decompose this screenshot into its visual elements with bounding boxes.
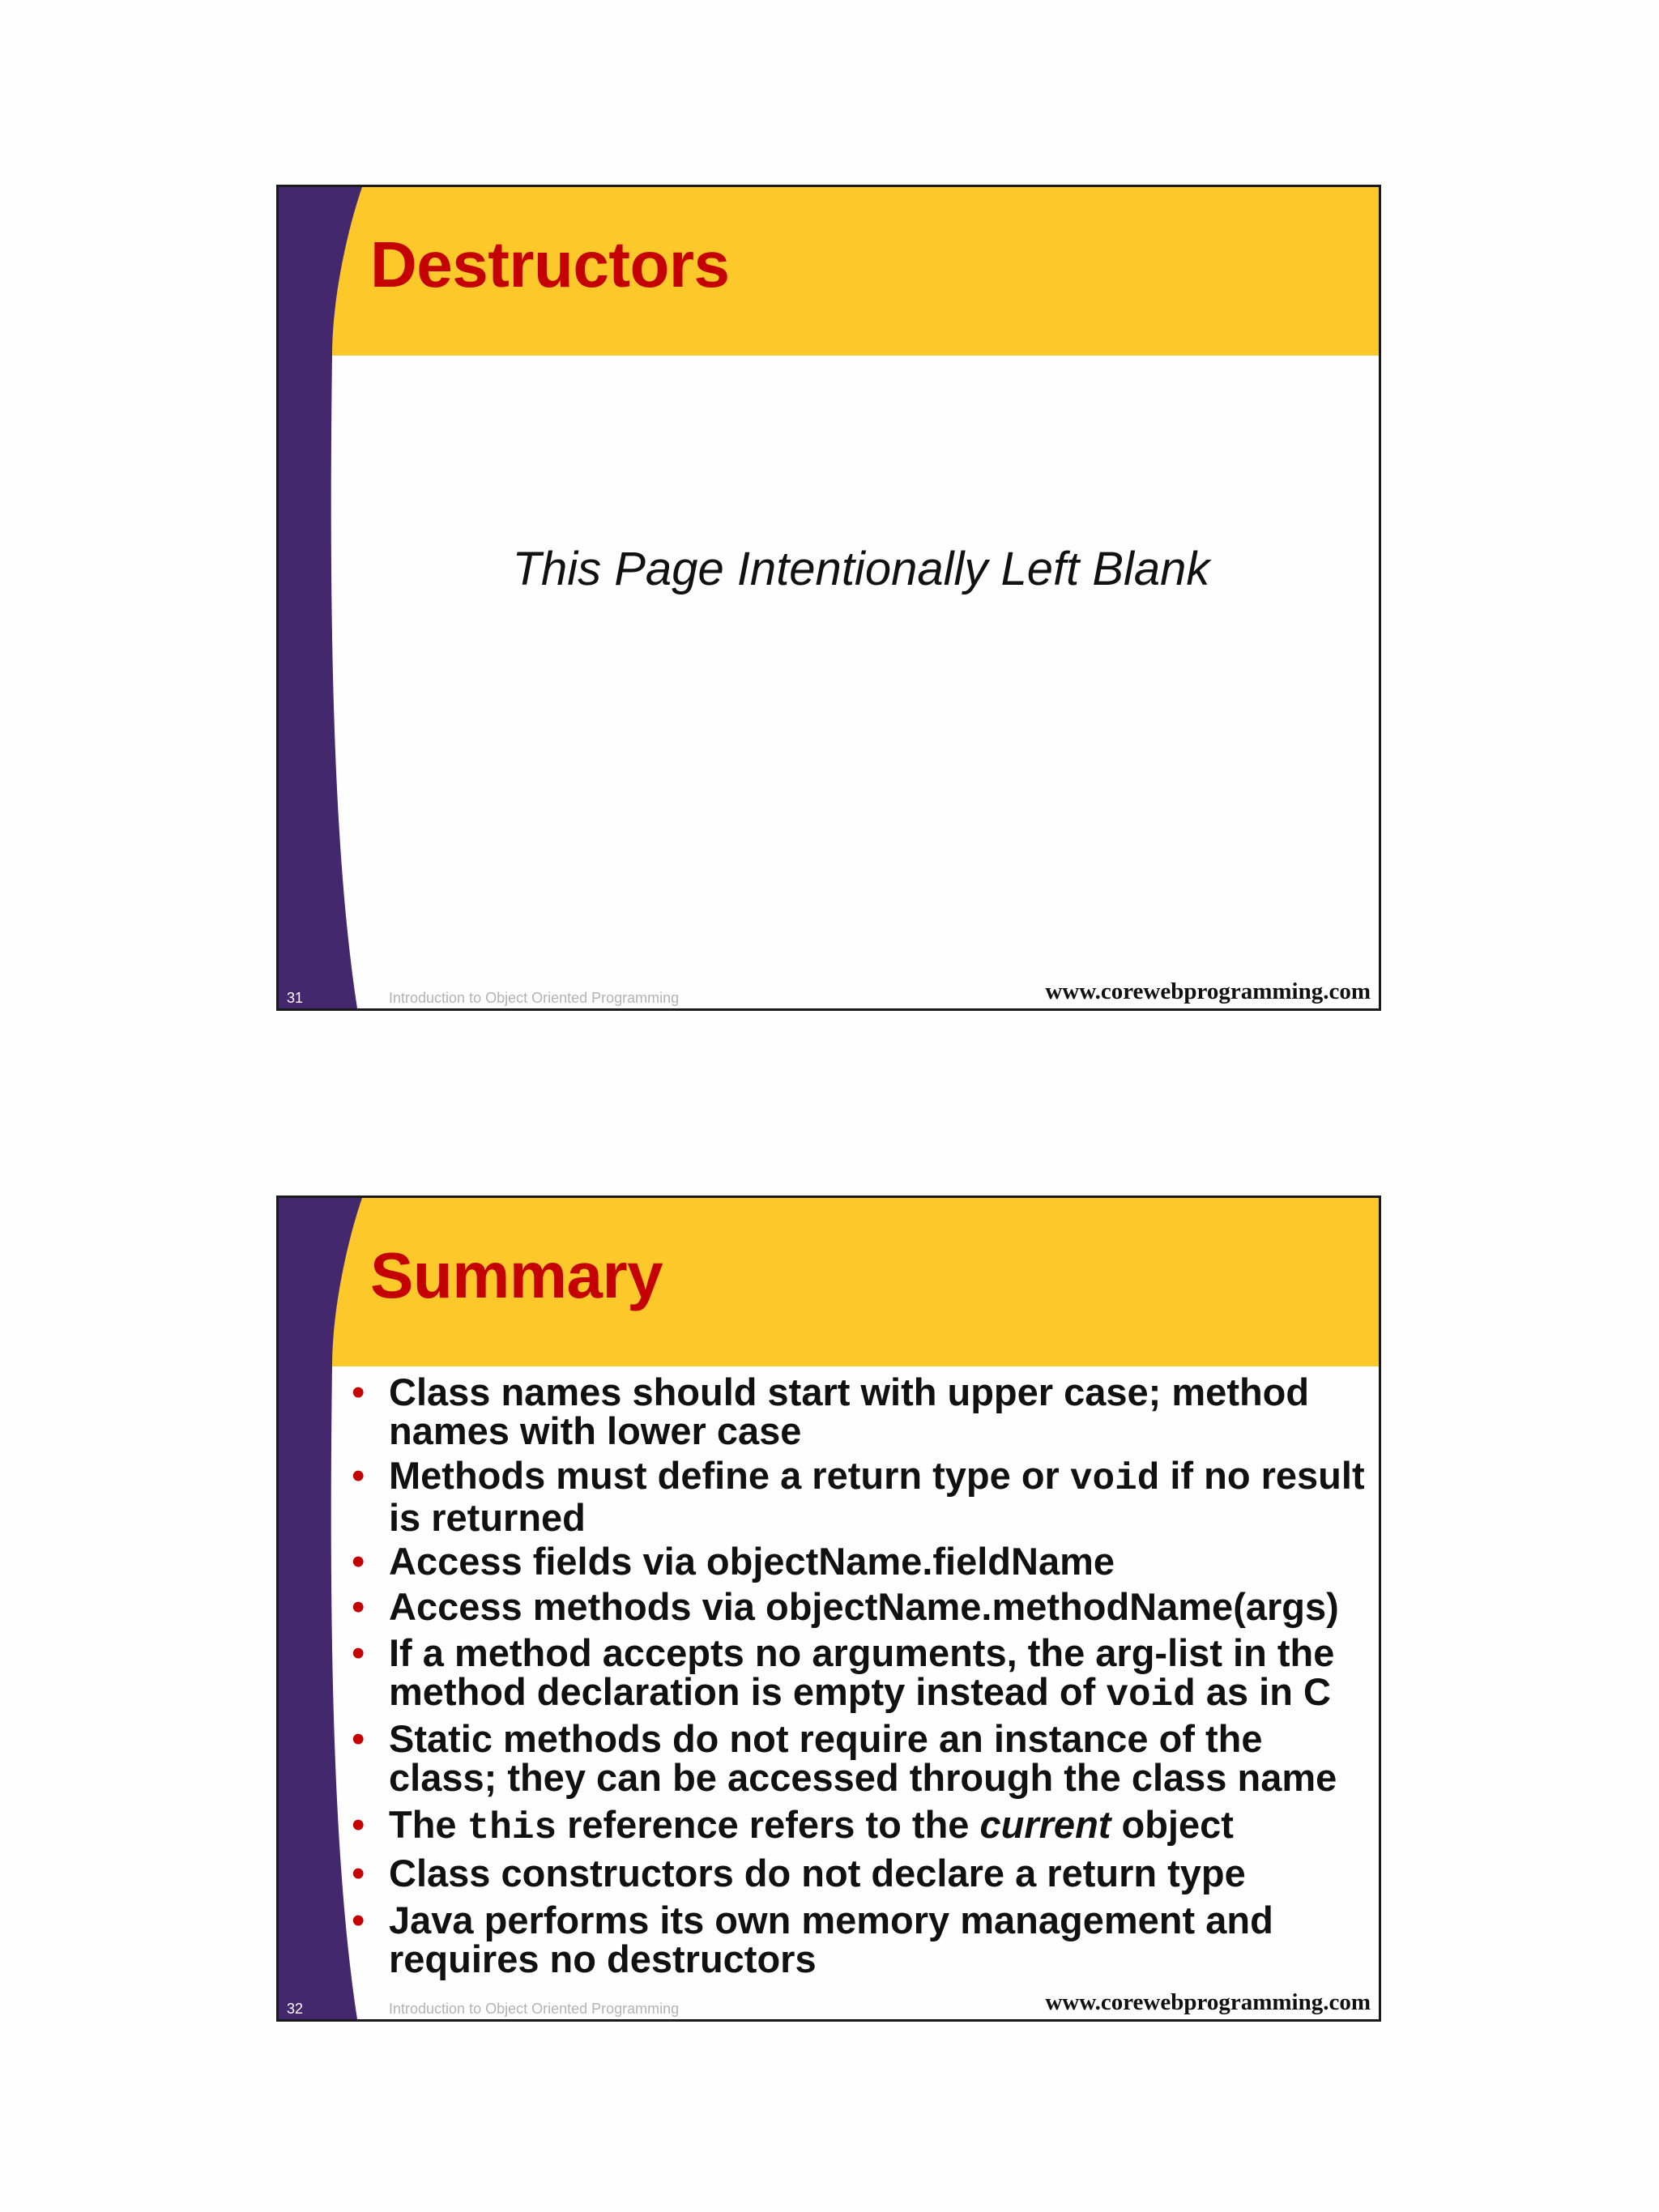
bullet-icon: • (352, 1585, 365, 1628)
slide-title: Summary (370, 1239, 663, 1311)
bullet-icon: • (352, 1803, 365, 1846)
bullet-icon: • (352, 1717, 365, 1760)
bullet-text: Access methods via objectName.methodName(args) (389, 1585, 1339, 1628)
bullet-icon: • (352, 1899, 365, 1941)
slide-number: 31 (287, 990, 304, 1006)
bullet-text: Class constructors do not declare a return type (389, 1852, 1246, 1894)
text-segment: reference refers to the (557, 1803, 980, 1846)
bullet-text (389, 1631, 1372, 1716)
code-keyword: this (467, 1807, 557, 1849)
bullet-text: Static methods do not require an instance of the class; they can be accessed through the class name (389, 1717, 1337, 1799)
bullet-icon: • (352, 1454, 365, 1497)
text-segment: object (1111, 1803, 1234, 1846)
footer-url: www.corewebprogramming.com (1045, 1989, 1371, 2015)
code-keyword: void (1069, 1458, 1160, 1500)
slide-title: Destructors (370, 228, 730, 300)
slide-number: 32 (287, 2001, 304, 2017)
text-segment: If a method accepts no arguments, the arg-list in the method declaration is empty instead of (389, 1631, 1335, 1713)
text-segment: if no result is returned (389, 1454, 1365, 1539)
text-segment: The (389, 1803, 467, 1846)
bullet-text: Class names should start with upper case; method names with lower case (389, 1370, 1310, 1452)
bullet-text: Java performs its own memory management and requires no destructors (389, 1899, 1273, 1980)
blank-page-note: This Page Intentionally Left Blank (512, 543, 1210, 595)
bullet-icon: • (352, 1852, 365, 1894)
bullet-icon: • (352, 1631, 365, 1674)
bullet-icon: • (352, 1370, 365, 1413)
slide-32 (276, 1196, 1381, 2022)
text-segment: as in C (1195, 1670, 1331, 1713)
footer-caption: Introduction to Object Oriented Programming (389, 990, 680, 1006)
bullet-text (389, 1805, 1372, 1848)
code-keyword: void (1106, 1674, 1196, 1716)
footer-url: www.corewebprogramming.com (1045, 978, 1371, 1004)
footer-caption: Introduction to Object Oriented Programming (389, 2001, 680, 2017)
emphasized-word: current (979, 1803, 1111, 1846)
slide-31 (276, 185, 1381, 1011)
bullet-text (389, 1456, 1372, 1537)
bullet-icon: • (352, 1540, 365, 1583)
bullet-text: Access fields via objectName.fieldName (389, 1540, 1115, 1583)
slide-background-decoration (279, 187, 1381, 1011)
text-segment: Methods must define a return type or (389, 1454, 1070, 1497)
